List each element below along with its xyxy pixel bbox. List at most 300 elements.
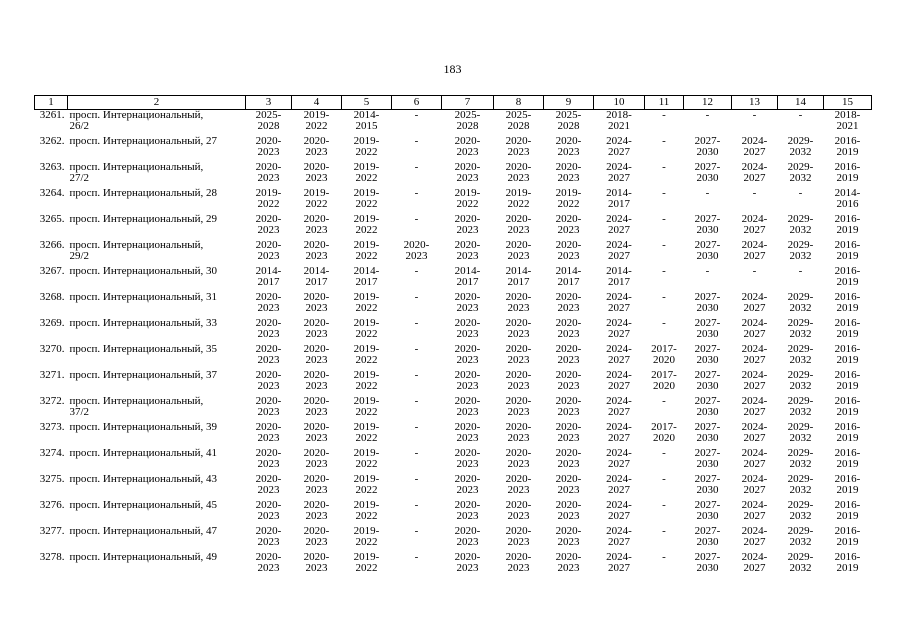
period-cell — [246, 474, 292, 500]
period-line: 2027- — [694, 421, 721, 433]
period-line: 2023 — [305, 172, 328, 184]
row-number: 3278. — [39, 551, 65, 563]
period-cell — [824, 344, 872, 370]
address-line: просп. Интернациональный, 49 — [69, 551, 218, 563]
period-line: 2020- — [505, 291, 532, 303]
period-line: 2020- — [303, 343, 330, 355]
period-line: - — [705, 109, 710, 121]
period-cell — [442, 266, 494, 292]
period-cell — [594, 500, 645, 526]
period-cell — [778, 396, 824, 422]
table-row — [35, 214, 872, 240]
period-cell — [494, 448, 544, 474]
period-line: 2024- — [606, 161, 632, 173]
period-line: 2016- — [834, 343, 861, 355]
period-line: 2022 — [355, 224, 378, 236]
period-line: 2020- — [454, 551, 481, 563]
period-line: 2021 — [608, 120, 630, 132]
address-cell — [68, 318, 246, 344]
period-cell — [292, 500, 342, 526]
period-line: 2019 — [836, 302, 859, 314]
period-cell — [594, 552, 645, 578]
period-cell — [824, 266, 872, 292]
period-line: 2019 — [836, 458, 859, 470]
period-cell — [544, 526, 594, 552]
period-cell — [342, 344, 392, 370]
column-header: 3 — [246, 96, 292, 110]
row-number: 3264. — [39, 187, 65, 199]
period-cell — [684, 396, 732, 422]
period-line: 2019- — [303, 109, 330, 121]
period-cell — [684, 500, 732, 526]
table-row — [35, 448, 872, 474]
period-line: 2016- — [834, 161, 861, 173]
period-cell — [732, 292, 778, 318]
period-line: - — [798, 187, 803, 199]
column-header: 9 — [544, 96, 594, 110]
period-line: 2028 — [257, 120, 280, 132]
period-cell — [342, 318, 392, 344]
period-line: 2019 — [836, 328, 859, 340]
table-row — [35, 526, 872, 552]
period-line: - — [662, 187, 666, 199]
address-line: просп. Интернациональный, 47 — [69, 525, 218, 537]
address-cell — [68, 240, 246, 266]
period-line: 2023 — [557, 510, 580, 522]
period-cell — [824, 526, 872, 552]
period-cell — [494, 552, 544, 578]
period-line: 2014- — [303, 265, 330, 277]
address-line: просп. Интернациональный, 27 — [69, 135, 218, 147]
period-line: 2027 — [608, 406, 630, 418]
row-number: 3276. — [39, 499, 65, 511]
period-line: 2017- — [651, 421, 677, 433]
period-line: 2020- — [255, 135, 282, 147]
period-line: 2027 — [608, 250, 630, 262]
period-line: 2029- — [787, 395, 814, 407]
period-line: 2020- — [505, 499, 532, 511]
period-line: - — [414, 551, 419, 563]
period-cell — [594, 162, 645, 188]
table-row — [35, 370, 872, 396]
period-line: 2023 — [257, 302, 280, 314]
period-line: - — [752, 109, 757, 121]
column-header: 4 — [292, 96, 342, 110]
address-line: просп. Интернациональный, 28 — [69, 187, 218, 199]
period-cell — [342, 266, 392, 292]
period-line: 2020- — [303, 551, 330, 563]
period-cell — [824, 448, 872, 474]
row-number: 3261. — [39, 109, 65, 121]
period-line: 2029- — [787, 317, 814, 329]
period-line: 2023 — [557, 328, 580, 340]
period-line: 2022 — [355, 328, 378, 340]
period-cell — [392, 292, 442, 318]
period-cell — [778, 318, 824, 344]
period-cell — [732, 474, 778, 500]
period-line: 2020- — [555, 239, 582, 251]
period-cell — [544, 500, 594, 526]
period-line: 2027 — [608, 224, 630, 236]
period-cell — [645, 110, 684, 137]
period-line: 2024- — [741, 395, 768, 407]
period-cell — [732, 188, 778, 214]
period-cell — [246, 370, 292, 396]
period-cell — [684, 474, 732, 500]
period-line: 2024- — [741, 291, 768, 303]
period-line: 2020- — [555, 525, 582, 537]
period-line: 2028 — [507, 120, 530, 132]
period-line: 2020- — [505, 317, 532, 329]
period-cell — [246, 552, 292, 578]
period-line: 2021 — [836, 120, 859, 132]
period-line: 2023 — [507, 146, 530, 158]
period-line: 2014- — [606, 265, 632, 277]
table-row — [35, 474, 872, 500]
period-line: 2027 — [608, 328, 630, 340]
period-line: 2032 — [789, 302, 812, 314]
period-line: 2020- — [555, 421, 582, 433]
address-line: 29/2 — [69, 250, 90, 262]
period-line: 2019- — [353, 473, 380, 485]
period-cell — [544, 370, 594, 396]
period-line: 2019 — [836, 406, 859, 418]
period-line: 2020- — [303, 213, 330, 225]
period-line: 2020- — [555, 551, 582, 563]
period-line: 2029- — [787, 551, 814, 563]
period-line: 2017 — [305, 276, 328, 288]
column-header: 10 — [594, 96, 645, 110]
period-cell — [246, 292, 292, 318]
period-line: 2019 — [836, 224, 859, 236]
period-cell — [544, 162, 594, 188]
period-line: - — [662, 109, 666, 121]
period-line: 2023 — [456, 302, 479, 314]
address-line: просп. Интернациональный, — [69, 161, 204, 173]
period-line: - — [414, 499, 419, 511]
address-line: просп. Интернациональный, 39 — [69, 421, 218, 433]
period-line: 2020- — [454, 499, 481, 511]
period-line: 2024- — [606, 499, 632, 511]
period-line: 2014- — [353, 265, 380, 277]
table-row — [35, 422, 872, 448]
period-line: 2023 — [557, 380, 580, 392]
period-line: 2020- — [255, 421, 282, 433]
period-line: 2023 — [305, 510, 328, 522]
period-line: 2020- — [555, 213, 582, 225]
period-cell — [494, 422, 544, 448]
period-line: 2020 — [653, 380, 675, 392]
period-cell — [494, 162, 544, 188]
period-cell — [392, 552, 442, 578]
period-line: 2023 — [305, 536, 328, 548]
period-line: 2030 — [696, 224, 719, 236]
row-number: 3274. — [39, 447, 65, 459]
period-line: 2022 — [355, 198, 378, 210]
period-line: 2023 — [305, 146, 328, 158]
period-cell — [392, 396, 442, 422]
period-cell — [544, 214, 594, 240]
address-cell — [68, 500, 246, 526]
period-cell — [246, 266, 292, 292]
period-line: 2023 — [507, 562, 530, 574]
period-cell — [342, 448, 392, 474]
period-line: 2016- — [834, 369, 861, 381]
period-line: 2019- — [353, 291, 380, 303]
period-line: - — [414, 421, 419, 433]
period-line: 2027- — [694, 239, 721, 251]
period-line: - — [662, 265, 666, 277]
period-line: 2032 — [789, 406, 812, 418]
period-cell — [392, 162, 442, 188]
period-cell — [594, 318, 645, 344]
period-cell — [494, 214, 544, 240]
period-line: 2027 — [608, 172, 630, 184]
period-line: 2024- — [741, 369, 768, 381]
period-line: 2023 — [257, 146, 280, 158]
period-cell — [594, 214, 645, 240]
period-line: 2023 — [257, 380, 280, 392]
period-cell — [824, 474, 872, 500]
period-line: 2020- — [255, 369, 282, 381]
period-line: 2020- — [555, 317, 582, 329]
period-line: 2020- — [555, 447, 582, 459]
period-line: 2016- — [834, 265, 861, 277]
period-cell — [392, 318, 442, 344]
period-cell — [778, 292, 824, 318]
period-line: 2014- — [834, 187, 861, 199]
period-line: 2017 — [456, 276, 479, 288]
row-number: 3265. — [39, 213, 65, 225]
period-line: 2027- — [694, 291, 721, 303]
period-line: 2019 — [836, 432, 859, 444]
period-cell — [645, 474, 684, 500]
period-line: 2014- — [255, 265, 282, 277]
row-number: 3277. — [39, 525, 65, 537]
period-cell — [342, 552, 392, 578]
period-cell — [292, 552, 342, 578]
period-line: 2023 — [456, 562, 479, 574]
period-line: 2030 — [696, 328, 719, 340]
period-line: 2020- — [555, 291, 582, 303]
period-line: 2020- — [255, 499, 282, 511]
period-line: 2027 — [608, 432, 630, 444]
period-line: 2032 — [789, 224, 812, 236]
period-cell — [292, 266, 342, 292]
period-line: 2027- — [694, 135, 721, 147]
period-line: 2023 — [456, 406, 479, 418]
period-line: 2023 — [456, 458, 479, 470]
period-line: 2029- — [787, 473, 814, 485]
period-line: 2027 — [608, 146, 630, 158]
period-line: 2029- — [787, 343, 814, 355]
period-line: - — [414, 369, 419, 381]
period-line: 2022 — [557, 198, 580, 210]
period-line: 2023 — [257, 562, 280, 574]
period-line: 2027- — [694, 551, 721, 563]
period-cell — [392, 526, 442, 552]
period-line: 2019 — [836, 510, 859, 522]
row-number: 3275. — [39, 473, 65, 485]
period-cell — [544, 396, 594, 422]
period-line: 2019- — [353, 395, 380, 407]
period-line: 2016- — [834, 395, 861, 407]
period-line: - — [662, 317, 666, 329]
period-line: 2023 — [257, 172, 280, 184]
period-cell — [442, 500, 494, 526]
period-line: 2019- — [505, 187, 532, 199]
period-cell — [494, 136, 544, 162]
period-line: 2027 — [743, 510, 766, 522]
address-line: просп. Интернациональный, — [69, 239, 204, 251]
period-line: 2016- — [834, 239, 861, 251]
period-cell — [342, 370, 392, 396]
period-line: 2022 — [305, 198, 328, 210]
period-line: 2032 — [789, 510, 812, 522]
period-line: 2023 — [557, 484, 580, 496]
table-row — [35, 318, 872, 344]
period-cell — [292, 474, 342, 500]
period-line: 2020- — [505, 343, 532, 355]
row-number: 3268. — [39, 291, 65, 303]
period-cell — [246, 188, 292, 214]
column-header: 1 — [35, 96, 68, 110]
period-cell — [684, 552, 732, 578]
period-cell — [824, 422, 872, 448]
period-cell — [645, 318, 684, 344]
row-number: 3272. — [39, 395, 65, 407]
period-line: - — [414, 135, 419, 147]
address-line: 27/2 — [69, 172, 90, 184]
period-line: - — [752, 265, 757, 277]
period-cell — [246, 448, 292, 474]
period-line: 2022 — [355, 250, 378, 262]
period-line: 2024- — [741, 239, 768, 251]
period-line: 2024- — [741, 525, 768, 537]
period-cell — [544, 292, 594, 318]
period-cell — [645, 448, 684, 474]
period-cell — [494, 188, 544, 214]
period-line: 2023 — [305, 302, 328, 314]
period-line: - — [414, 525, 419, 537]
period-line: 2017 — [608, 198, 630, 210]
period-line: 2022 — [305, 120, 328, 132]
period-line: - — [662, 395, 666, 407]
period-line: 2016- — [834, 213, 861, 225]
period-line: 2020- — [303, 499, 330, 511]
period-line: 2025- — [255, 109, 282, 121]
period-line: 2027 — [743, 224, 766, 236]
period-cell — [645, 370, 684, 396]
period-cell — [442, 110, 494, 137]
period-cell — [292, 344, 342, 370]
period-cell — [732, 162, 778, 188]
period-line: 2024- — [741, 135, 768, 147]
period-line: - — [662, 239, 666, 251]
period-cell — [594, 188, 645, 214]
column-header: 5 — [342, 96, 392, 110]
period-line: 2022 — [355, 354, 378, 366]
period-cell — [594, 474, 645, 500]
period-line: 2020- — [303, 421, 330, 433]
period-cell — [392, 240, 442, 266]
period-line: 2029- — [787, 447, 814, 459]
period-cell — [778, 162, 824, 188]
period-line: - — [705, 265, 710, 277]
period-cell — [732, 110, 778, 137]
period-line: 2023 — [557, 146, 580, 158]
period-line: 2020- — [255, 317, 282, 329]
period-cell — [594, 422, 645, 448]
period-line: 2027 — [608, 536, 630, 548]
period-cell — [342, 214, 392, 240]
period-line: 2014- — [353, 109, 380, 121]
period-line: 2019- — [353, 239, 380, 251]
period-cell — [732, 396, 778, 422]
period-cell — [594, 292, 645, 318]
period-line: 2019- — [353, 525, 380, 537]
period-line: 2032 — [789, 354, 812, 366]
period-line: 2020- — [454, 161, 481, 173]
period-cell — [684, 136, 732, 162]
period-line: 2029- — [787, 369, 814, 381]
period-cell — [342, 500, 392, 526]
period-cell — [824, 136, 872, 162]
period-line: - — [414, 343, 419, 355]
period-line: 2016- — [834, 421, 861, 433]
period-line: 2019- — [353, 369, 380, 381]
period-line: 2023 — [557, 354, 580, 366]
period-line: 2022 — [355, 380, 378, 392]
period-cell — [732, 136, 778, 162]
period-line: 2019 — [836, 146, 859, 158]
period-line: 2032 — [789, 250, 812, 262]
period-line: 2020- — [454, 343, 481, 355]
period-line: 2023 — [257, 250, 280, 262]
period-line: 2030 — [696, 380, 719, 392]
period-line: 2030 — [696, 484, 719, 496]
period-line: 2023 — [557, 406, 580, 418]
period-line: 2014- — [606, 187, 632, 199]
period-line: 2022 — [355, 510, 378, 522]
period-line: 2023 — [557, 458, 580, 470]
period-line: 2030 — [696, 146, 719, 158]
period-line: 2019 — [836, 276, 859, 288]
period-line: 2020- — [255, 447, 282, 459]
period-line: 2020- — [255, 525, 282, 537]
period-line: 2027- — [694, 317, 721, 329]
period-line: 2018- — [834, 109, 861, 121]
period-line: 2023 — [305, 406, 328, 418]
period-line: 2032 — [789, 484, 812, 496]
period-line: - — [414, 109, 419, 121]
period-cell — [544, 344, 594, 370]
period-cell — [494, 344, 544, 370]
period-cell — [544, 552, 594, 578]
period-line: 2020- — [255, 395, 282, 407]
period-line: 2032 — [789, 380, 812, 392]
period-line: 2020- — [555, 499, 582, 511]
period-cell — [392, 266, 442, 292]
period-line: 2017 — [355, 276, 378, 288]
period-cell — [732, 214, 778, 240]
period-line: 2020- — [403, 239, 430, 251]
period-line: 2020- — [255, 213, 282, 225]
period-cell — [392, 448, 442, 474]
period-cell — [778, 448, 824, 474]
period-line: 2027- — [694, 525, 721, 537]
period-line: 2020- — [555, 135, 582, 147]
